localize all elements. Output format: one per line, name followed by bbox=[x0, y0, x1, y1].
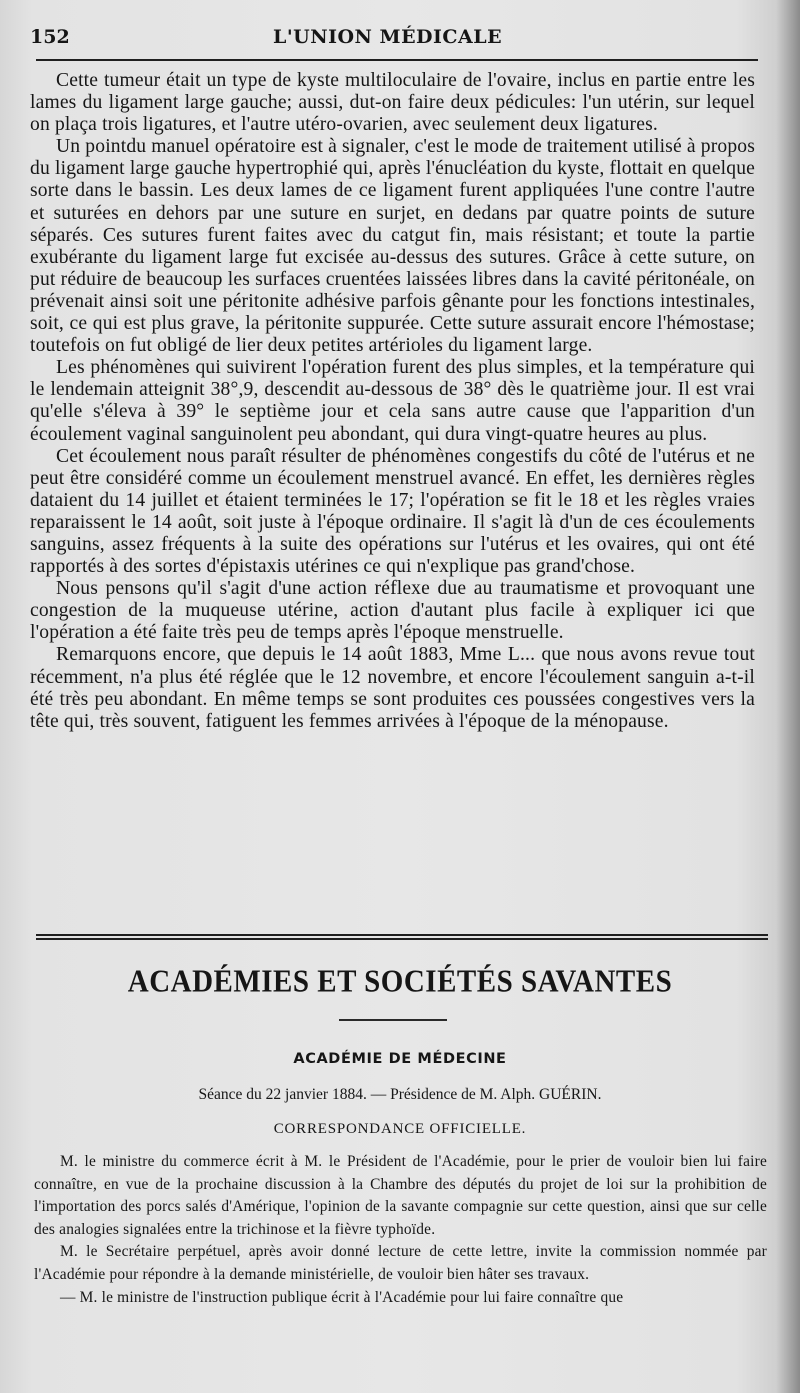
article-paragraph: Cette tumeur était un type de kyste multiloculaire de l'ovaire, inclus en partie entre les lames du ligament large gauche; aussi, dut-on faire deux pédicules: l'un utérin, sur lequel on plaça trois ligatures, et l'autre utéro-ovarien, avec seulement deux ligatures. bbox=[30, 70, 755, 136]
running-title: L'UNION MÉDICALE bbox=[273, 26, 503, 48]
correspondance-paragraph: M. le Secrétaire perpétuel, après avoir donné lecture de cette lettre, invite la commission nommée par l'Académie pour répondre à la demande ministérielle, de vouloir bien hâter ses travaux. bbox=[34, 1243, 767, 1283]
article-body bbox=[30, 70, 755, 733]
article-paragraph: Cet écoulement nous paraît résulter de phénomènes congestifs du côté de l'utérus et ne peut être considéré comme un écoulement menstruel avancé. En effet, les dernières règles dataient du 14 juillet et étaient terminées le 17; l'opération se fit le 18 et les règles vraies reparaissent le 14 août, soit juste à l'époque ordinaire. Il s'agit là d'un de ces écoulements sanguins, assez fréquents à la suite des opérations sur l'utérus et les ovaires, qui ont été rapportés à des sortes d'épistaxis utérines ce qui n'explique pas grand'chose. bbox=[30, 445, 755, 578]
correspondance-heading: CORRESPONDANCE OFFICIELLE. bbox=[273, 1121, 527, 1137]
correspondance-paragraph: M. le ministre du commerce écrit à M. le Président de l'Académie, pour le prier de vouloir bien lui faire connaître, en vue de la prochaine discussion à la Chambre des députés du projet de loi sur la prohibition de l'importation des porcs salés d'Amérique, l'opinion de la savante compagnie sur cette question, ainsi que sur celle des analogies signalées entre la trichinose et la fièvre typhoïde. bbox=[34, 1153, 767, 1238]
title-underline bbox=[339, 1019, 447, 1021]
page-number: 152 bbox=[30, 26, 70, 48]
page-header bbox=[30, 26, 770, 50]
subsection-title: ACADÉMIE DE MÉDECINE bbox=[293, 1051, 507, 1067]
correspondance-body bbox=[34, 1151, 767, 1309]
header-rule bbox=[36, 59, 758, 61]
section-divider bbox=[36, 934, 768, 940]
session-info: Séance du 22 janvier 1884. — Présidence de M. Alph. GUÉRIN. bbox=[198, 1086, 602, 1103]
article-paragraph: Nous pensons qu'il s'agit d'une action réflexe due au traumatisme et provoquant une congestion de la muqueuse utérine, action d'autant plus facile à expliquer ici que l'opération a été faite très peu de temps après l'époque menstruelle. bbox=[30, 578, 755, 644]
article-paragraph: Remarquons encore, que depuis le 14 août 1883, Mme L... que nous avons revue tout récemment, n'a plus été réglée que le 12 novembre, et encore l'écoulement sanguin a-t-il été très peu abondant. En même temps se sont produites ces poussées congestives vers la tête qui, très souvent, fatiguent les femmes arrivées à l'époque de la ménopause. bbox=[30, 644, 755, 732]
article-paragraph: Un pointdu manuel opératoire est à signaler, c'est le mode de traitement utilisé à propos du ligament large gauche hypertrophié qui, après l'énucléation du kyste, flottait en quelque sorte dans le bassin. Les deux lames de ce ligament furent appliquées l'une contre l'autre et suturées en dehors par une suture en surjet, en dedans par quatre points de suture séparés. Ces sutures furent faites avec du catgut fin, mais résistant; et toute la partie exubérante du ligament large fut excisée au-dessus des sutures. Grâce à cette suture, on put réduire de beaucoup les surfaces cruentées laissées libres dans la cavité péritonéale, on prévenait ainsi soit une péritonite adhésive parfois gênante pour les fonctions intestinales, soit, ce qui est plus grave, la péritonite suppurée. Cette suture assurait encore l'hémostase; toutefois on fut obligé de lier deux petites artérioles du ligament large. bbox=[30, 136, 755, 357]
correspondance-paragraph: — M. le ministre de l'instruction publique écrit à l'Académie pour lui faire connaître que bbox=[60, 1288, 624, 1306]
section-title: ACADÉMIES ET SOCIÉTÉS SAVANTES bbox=[127, 964, 673, 1000]
article-paragraph: Les phénomènes qui suivirent l'opération furent des plus simples, et la température qui le lendemain atteignit 38°,9, descendit au-dessous de 38° dès le quatrième jour. Il est vrai qu'elle s'éleva à 39° le septième jour et cela sans autre cause que l'apparition d'un écoulement vaginal sanguinolent peu abondant, qui dura vingt-quatre heures au plus. bbox=[30, 357, 755, 445]
